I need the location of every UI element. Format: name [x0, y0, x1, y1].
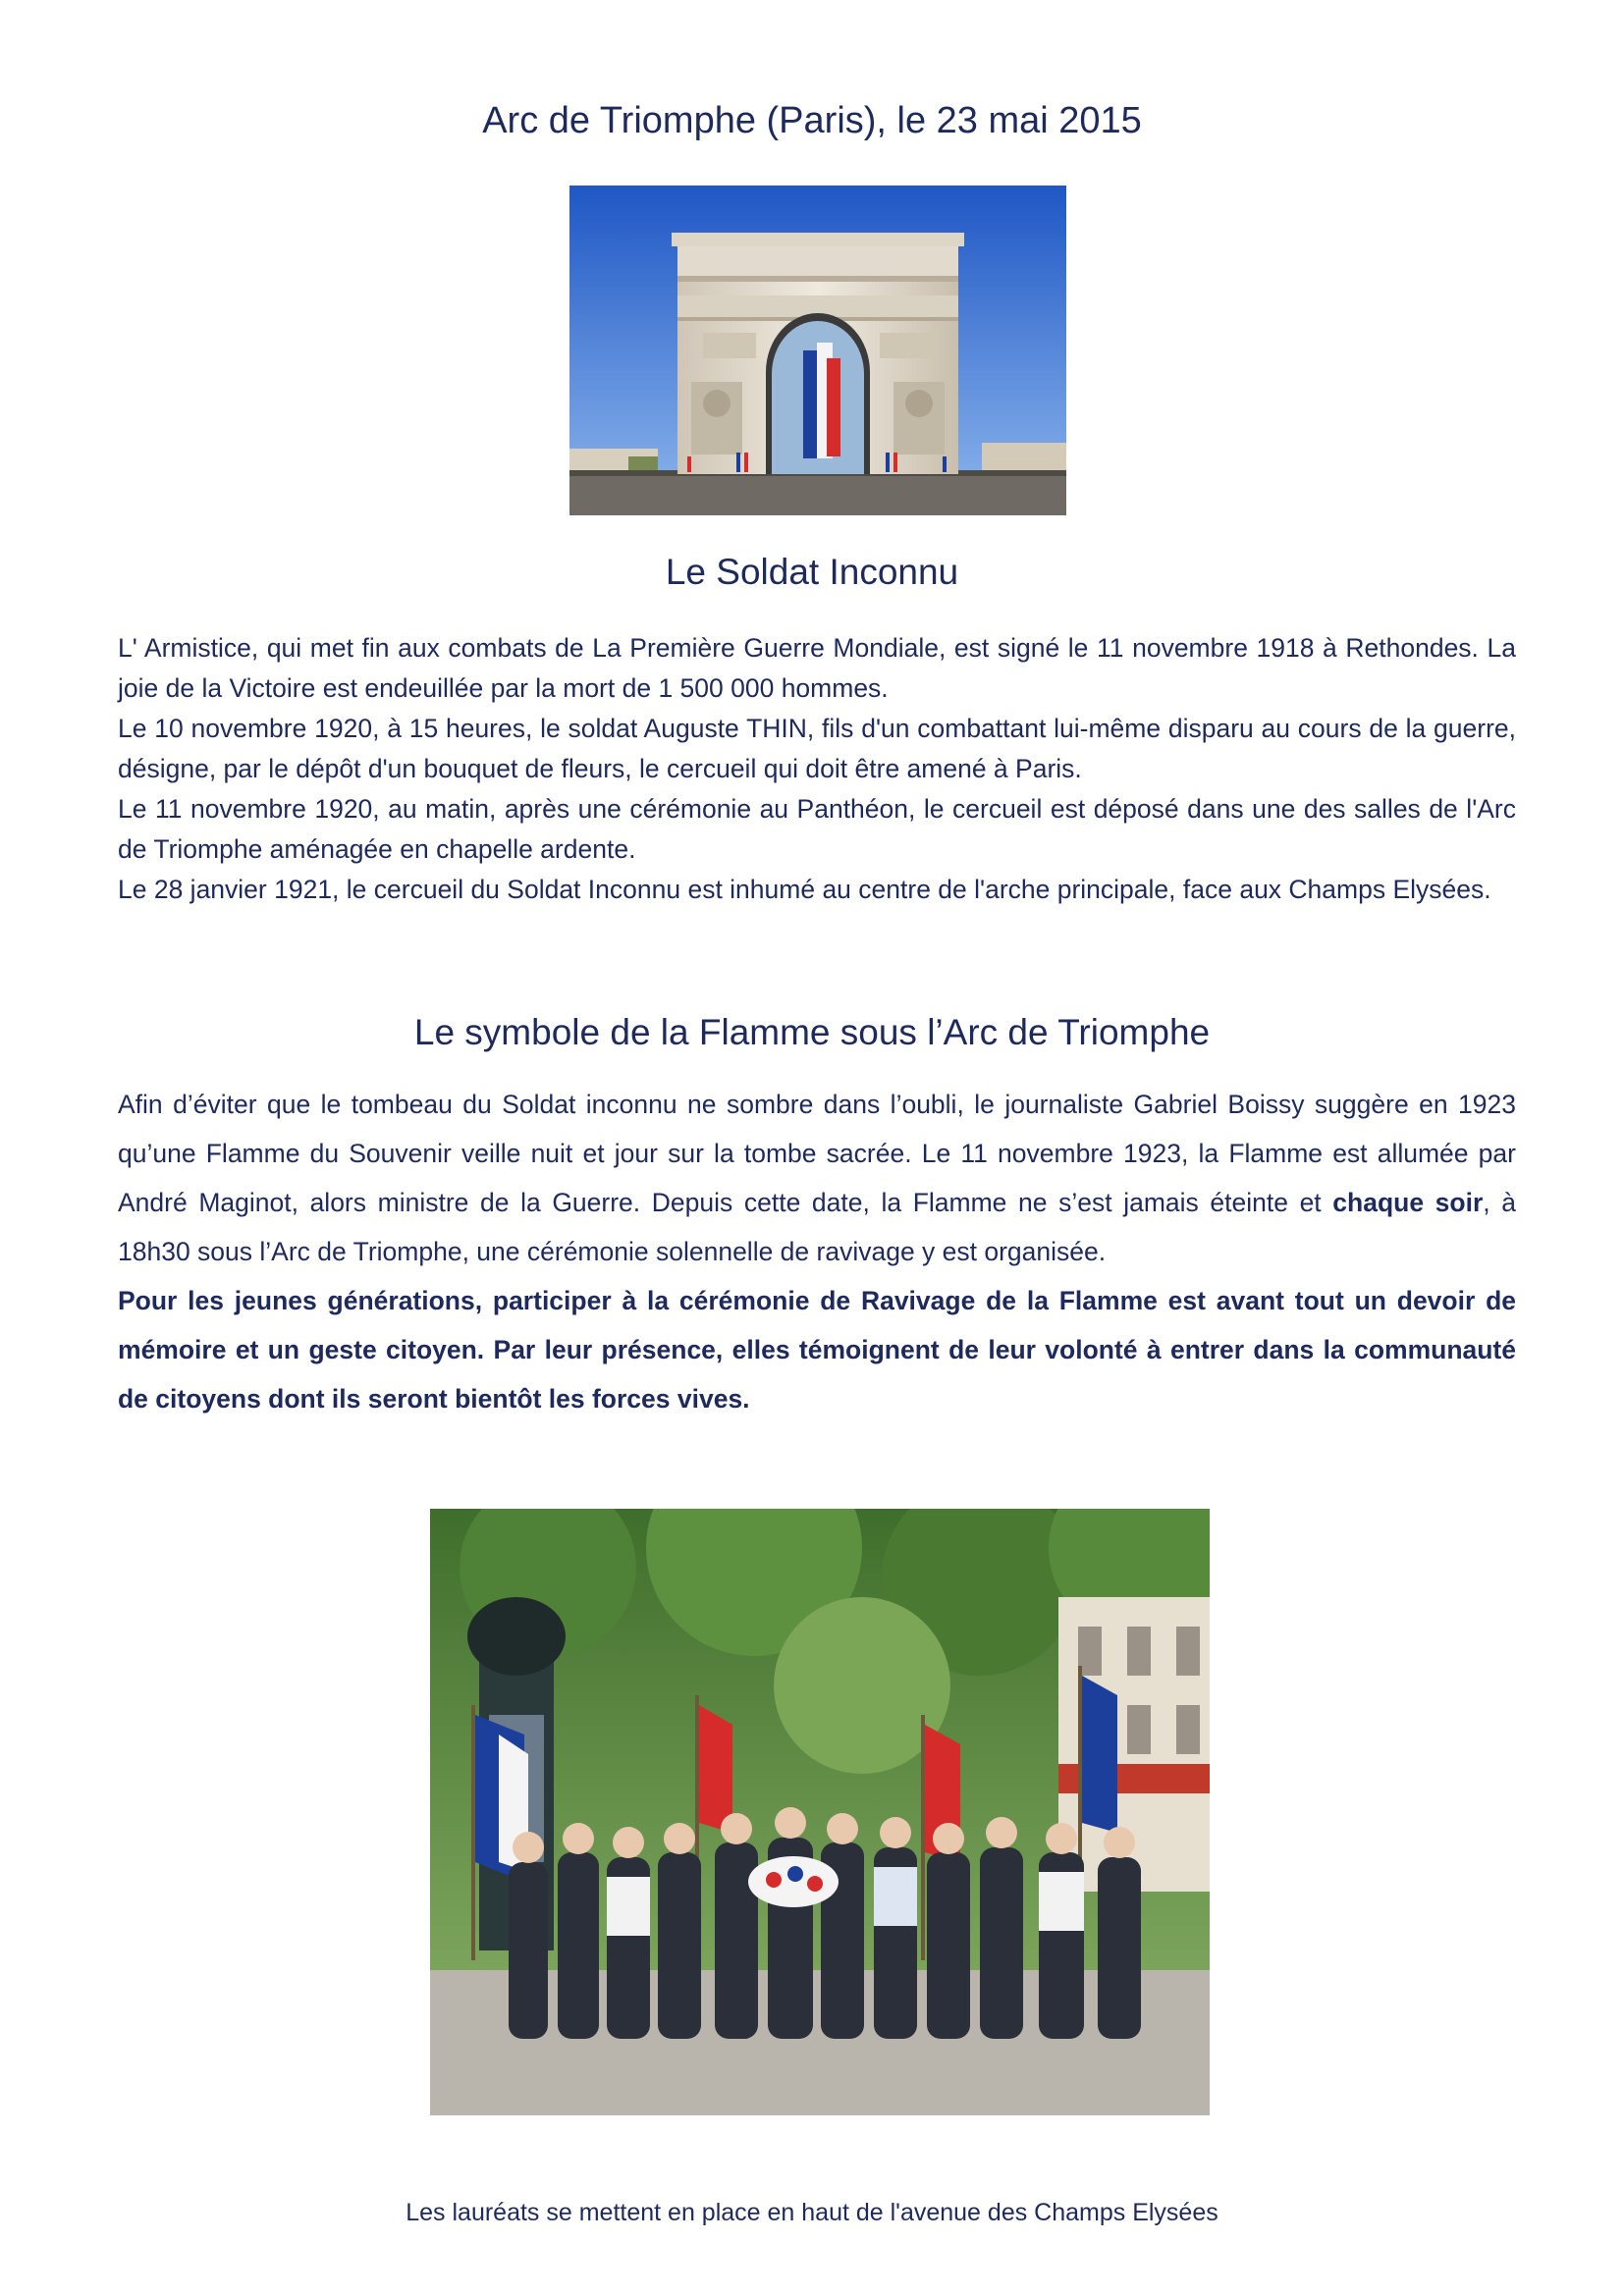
paragraph: Le 11 novembre 1920, au matin, après une cérémonie au Panthéon, le cercueil est déposé dans une des salles de l'Arc de Triomphe aménagée en chapelle ardente.	[118, 794, 1516, 864]
paragraph: L' Armistice, qui met fin aux combats de La Première Guerre Mondiale, est signé le 11 novembre 1918 à Rethondes. La joie de la Victoire est endeuillée par la mort de 1 500 000 hommes.	[118, 633, 1516, 703]
paragraph: Le 10 novembre 1920, à 15 heures, le soldat Auguste THIN, fils d'un combattant lui-même disparu au cours de la guerre, désigne, par le dépôt d'un bouquet de fleurs, le cercueil qui doit être amené à Paris.	[118, 714, 1516, 783]
page-title: Arc de Triomphe (Paris), le 23 mai 2015	[482, 100, 1142, 141]
paragraph: Le 28 janvier 1921, le cercueil du Soldat Inconnu est inhumé au centre de l'arche principale, face aux Champs Elysées.	[118, 875, 1491, 904]
arc-de-triomphe-photo	[569, 186, 1066, 515]
ceremony-group-photo	[430, 1509, 1210, 2115]
text-span: Afin d’éviter que le tombeau du Soldat inconnu ne sombre dans l’oubli, le journaliste Gabriel Boissy suggère en 1923 qu’une Flamme du Souvenir veille nuit et jour sur la tombe sacrée. Le 11 novembre 1923, la Flamme est allumée par André Maginot, alors ministre de la Guerre. Depuis cette date, la Flamme ne s’est jamais éteinte et	[118, 1090, 1516, 1217]
paragraph	[118, 1080, 1516, 1276]
soldat-inconnu-text	[118, 628, 1516, 910]
photo-caption: Les lauréats se mettent en place en haut de l'avenue des Champs Elysées	[406, 2199, 1218, 2226]
bold-text: chaque soir	[1332, 1188, 1484, 1217]
section-heading-flamme: Le symbole de la Flamme sous l’Arc de Triomphe	[413, 1012, 1211, 1052]
section-heading-soldat-inconnu: Le Soldat Inconnu	[665, 552, 959, 592]
bold-paragraph: Pour les jeunes générations, participer à la cérémonie de Ravivage de la Flamme est avant tout un devoir de mémoire et un geste citoyen. Par leur présence, elles témoignent de leur volonté à entrer dans la communauté de citoyens dont ils seront bientôt les forces vives.	[118, 1286, 1516, 1414]
flamme-text	[118, 1080, 1516, 1423]
text-span: , à 18h30 sous l’Arc de Triomphe, une cérémonie solennelle de ravivage y est organisée.	[118, 1188, 1516, 1266]
